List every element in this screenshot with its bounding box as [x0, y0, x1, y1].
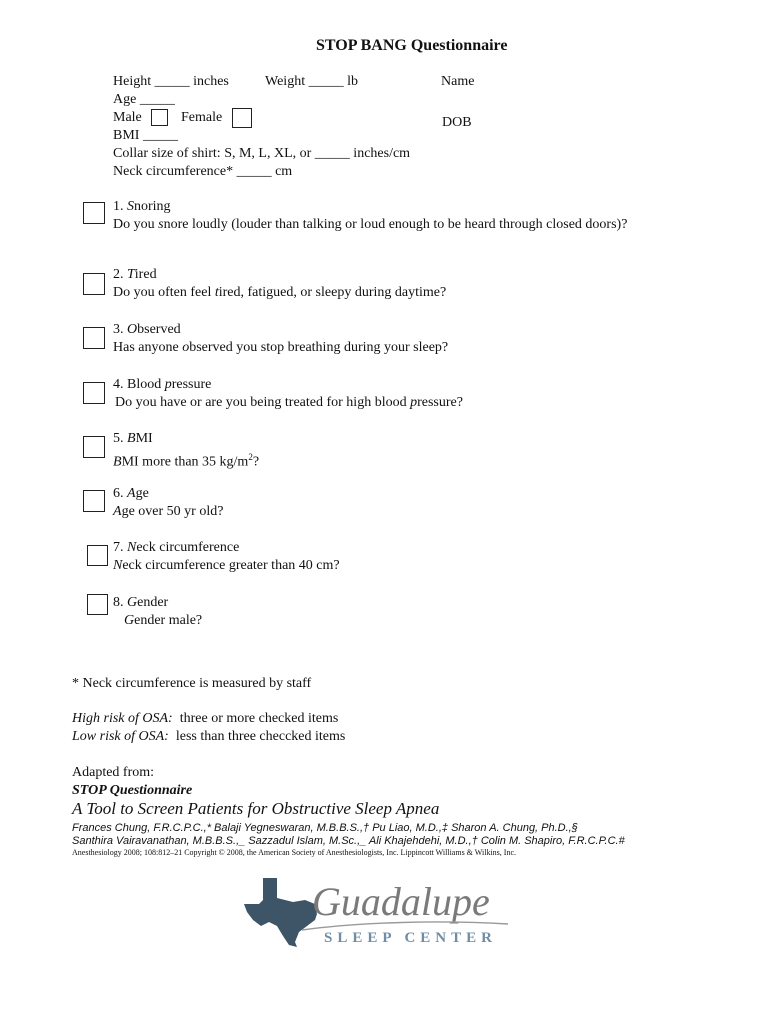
question-4: 4. Blood pressure Do you have or are you being treated for high blood pressure?	[113, 377, 463, 410]
neck-footnote: * Neck circumference is measured by staff	[72, 676, 312, 691]
weight-field[interactable]: Weight _____ lb	[265, 74, 358, 89]
collar-size-field[interactable]: Collar size of shirt: S, M, L, XL, or _____ inches/cm	[113, 146, 411, 161]
female-label: Female	[181, 110, 223, 125]
male-checkbox[interactable]	[151, 109, 168, 126]
question-5: 5. BMI BMI more than 35 $kg/m^2$?	[113, 431, 260, 470]
bmi-field[interactable]: BMI _____	[113, 128, 178, 143]
male-label: Male	[113, 110, 142, 125]
question-1-checkbox[interactable]	[83, 202, 105, 224]
logo-subtitle: SLEEP CENTER	[324, 930, 497, 946]
question-6-checkbox[interactable]	[83, 490, 105, 512]
question-8: 8. Gender Gender male?	[113, 595, 203, 628]
question-8-checkbox[interactable]	[87, 594, 108, 615]
question-1: 1. Snoring Do you snore loudly (louder than talking or loud enough to be heard through closed doors)?	[113, 199, 628, 232]
question-2: 2. Tired Do you often feel tired, fatigued, or sleepy during daytime?	[113, 267, 447, 300]
texas-icon	[243, 876, 323, 948]
page-title: STOP BANG Questionnaire	[316, 37, 508, 54]
question-2-checkbox[interactable]	[83, 273, 105, 295]
dob-field[interactable]: DOB	[442, 115, 472, 130]
height-field[interactable]: Height _____ inches	[113, 74, 229, 89]
low-risk-line: Low risk of OSA: less than three checcked items	[72, 729, 346, 744]
female-checkbox[interactable]	[232, 108, 252, 128]
question-4-checkbox[interactable]	[83, 382, 105, 404]
question-3: 3. Observed Has anyone observed you stop breathing during your sleep?	[113, 322, 449, 355]
authors-line-1: Frances Chung, F.R.C.P.C.,* Balaji Yegneswaran, M.B.B.S.,† Pu Liao, M.D.,‡ Sharon A. Chung, Ph.D.,§	[72, 822, 578, 834]
question-3-checkbox[interactable]	[83, 327, 105, 349]
paper-title: A Tool to Screen Patients for Obstructive Sleep Apnea	[72, 799, 440, 818]
question-5-checkbox[interactable]	[83, 436, 105, 458]
journal-citation: Anesthesiology 2008; 108:812–21 Copyright © 2008, the American Society of Anesthesiologists, Inc. Lippincott Williams & Wilkins, Inc.	[72, 848, 516, 857]
age-field[interactable]: Age _____	[113, 92, 175, 107]
name-field[interactable]: Name	[441, 74, 475, 89]
authors-line-2: Santhira Vairavanathan, M.B.B.S.,_ Sazzadul Islam, M.Sc.,_ Ali Khajehdehi, M.D.,† Colin M. Shapiro, F.R.C.P.C.#	[72, 835, 625, 847]
neck-circumference-field[interactable]: Neck circumference* _____ cm	[113, 164, 293, 179]
question-7: 7. Neck circumference Neck circumference greater than 40 cm?	[113, 540, 340, 573]
logo-name: Guadalupe	[312, 879, 490, 924]
adapted-from: Adapted from:	[72, 765, 155, 780]
question-6: 6. Age Age over 50 yr old?	[113, 486, 224, 519]
high-risk-line: High risk of OSA: three or more checked items	[72, 711, 339, 726]
source-title: STOP Questionnaire	[72, 783, 193, 798]
question-7-checkbox[interactable]	[87, 545, 108, 566]
